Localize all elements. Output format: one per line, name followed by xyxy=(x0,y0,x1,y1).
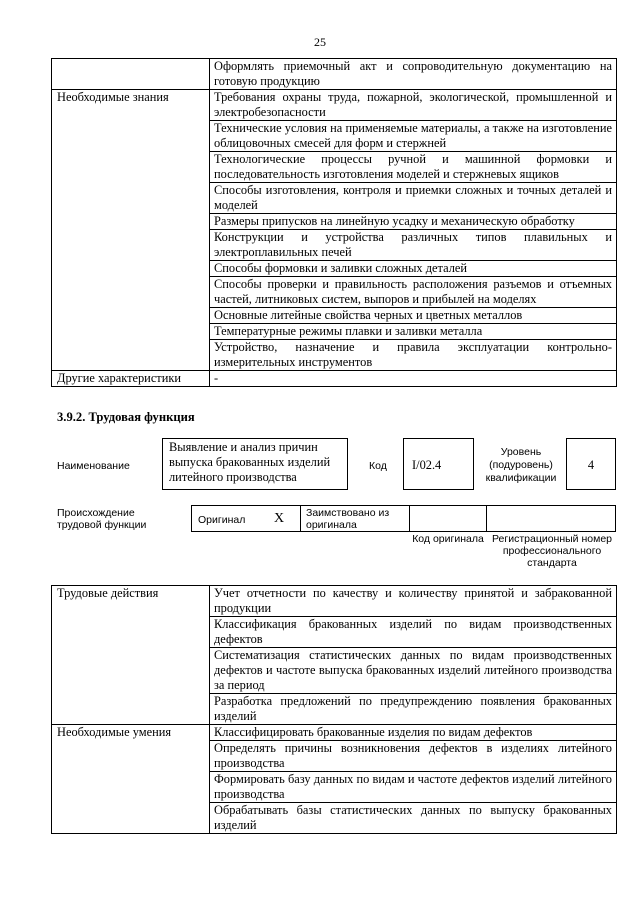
row-item: Формировать базу данных по видам и частоте дефектов изделий литейного производства xyxy=(210,772,617,803)
original-label: Оригинал xyxy=(198,514,246,526)
section-title: 3.9.2. Трудовая функция xyxy=(57,410,195,424)
row-item: Способы формовки и заливки сложных деталей xyxy=(210,261,617,277)
page-number: 25 xyxy=(314,35,326,49)
borrowed-cell xyxy=(300,505,410,532)
row-item: Способы проверки и правильность расположения разъемов и отъемных частей, литниковых систем, выпоров и прибылей на моделях xyxy=(210,277,617,308)
reg-caption: Регистрационный номер профессионального стандарта xyxy=(492,533,612,569)
row-item: Конструкции и устройства различных типов плавильных и электроплавильных печей xyxy=(210,230,617,261)
original-cell xyxy=(191,505,301,532)
row-item: Требования охраны труда, пожарной, экологической, промышленной и электробезопасности xyxy=(210,90,617,121)
row-item: Оформлять приемочный акт и сопроводительную документацию на готовую продукцию xyxy=(210,59,617,90)
row-item: Учет отчетности по качеству и количеству принятой и забракованной продукции xyxy=(210,586,617,617)
row-item: Разработка предложений по предупреждению появления бракованных изделий xyxy=(210,694,617,725)
original-mark: X xyxy=(274,511,285,526)
original-code-cell xyxy=(409,505,487,532)
table-row xyxy=(52,90,617,121)
function-code-value: I/02.4 xyxy=(403,438,474,490)
row-label: Необходимые умения xyxy=(52,725,210,834)
row-item: Устройство, назначение и правила эксплуатации контрольно-измерительных инструментов xyxy=(210,340,617,371)
table-row xyxy=(52,371,617,387)
table-row xyxy=(52,725,617,741)
row-item: Технические условия на применяемые материалы, а также на изготовление облицовочных смесей для форм и стержней xyxy=(210,121,617,152)
knowledge-table xyxy=(51,58,617,387)
actions-table xyxy=(51,585,617,834)
row-item: Основные литейные свойства черных и цветных металлов xyxy=(210,308,617,324)
code-caption: Код оригинала xyxy=(412,533,484,545)
name-label: Наименование xyxy=(57,460,130,472)
row-item: Определять причины возникновения дефектов в изделиях литейного производства xyxy=(210,741,617,772)
row-item: Классифицировать бракованные изделия по видам дефектов xyxy=(210,725,617,741)
origin-label: Происхождение трудовой функции xyxy=(57,507,147,531)
level-value: 4 xyxy=(566,438,616,490)
table-row xyxy=(52,586,617,617)
table-row xyxy=(52,59,617,90)
row-label xyxy=(52,59,210,90)
row-label: Другие характеристики xyxy=(52,371,210,387)
function-name-value: Выявление и анализ причин выпуска бракованных изделий литейного производства xyxy=(162,438,348,490)
reg-number-cell xyxy=(486,505,616,532)
row-item: Технологические процессы ручной и машинной формовки и последовательность изготовления моделей и стержневых ящиков xyxy=(210,152,617,183)
row-item: Способы изготовления, контроля и приемки сложных и точных деталей и моделей xyxy=(210,183,617,214)
level-label: Уровень (подуровень) квалификации xyxy=(485,446,557,484)
row-item: Температурные режимы плавки и заливки металла xyxy=(210,324,617,340)
code-label: Код xyxy=(369,460,387,472)
row-label: Трудовые действия xyxy=(52,586,210,725)
row-label: Необходимые знания xyxy=(52,90,210,371)
row-item: Обрабатывать базы статистических данных по выпуску бракованных изделий xyxy=(210,803,617,834)
row-item: Размеры припусков на линейную усадку и механическую обработку xyxy=(210,214,617,230)
row-item: Классификация бракованных изделий по видам производственных дефектов xyxy=(210,617,617,648)
borrowed-label: Заимствовано из оригинала xyxy=(306,507,390,531)
row-item: Систематизация статистических данных по видам производственных дефектов и частоте выпуска бракованных изделий литейного производства за период xyxy=(210,648,617,694)
row-item: - xyxy=(210,371,617,387)
